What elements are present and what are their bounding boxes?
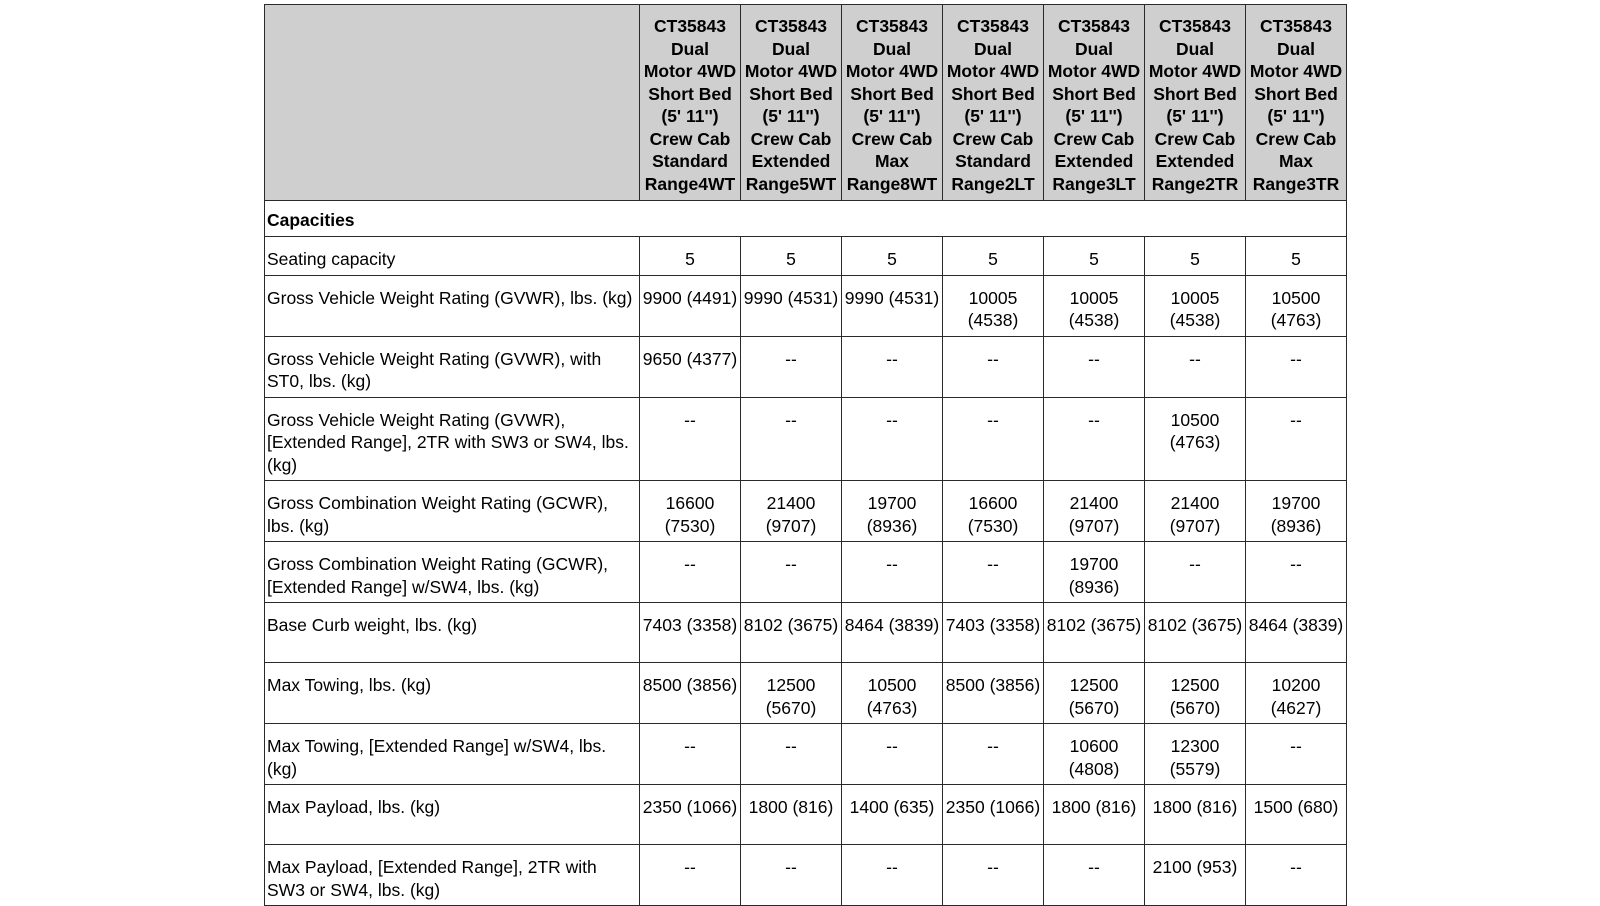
cell-value: -- bbox=[1145, 336, 1246, 397]
cell-value: 10500 (4763) bbox=[1246, 275, 1347, 336]
cell-value: -- bbox=[1246, 724, 1347, 785]
cell-value: 7403 (3358) bbox=[943, 603, 1044, 663]
header-corner-cell bbox=[265, 5, 640, 201]
cell-value: -- bbox=[1246, 542, 1347, 603]
cell-value: -- bbox=[943, 542, 1044, 603]
cell-value: -- bbox=[943, 397, 1044, 481]
cell-value: 8102 (3675) bbox=[1145, 603, 1246, 663]
section-title: Capacities bbox=[265, 201, 1347, 237]
cell-value: 21400 (9707) bbox=[1044, 481, 1145, 542]
table-row bbox=[265, 275, 1347, 336]
cell-value: 5 bbox=[640, 237, 741, 276]
column-header: CT35843 Dual Motor 4WD Short Bed (5' 11'') Crew Cab Extended Range2TR bbox=[1145, 5, 1246, 201]
row-label: Seating capacity bbox=[265, 237, 640, 276]
cell-value: -- bbox=[741, 724, 842, 785]
cell-value: 2350 (1066) bbox=[943, 785, 1044, 845]
cell-value: -- bbox=[943, 845, 1044, 906]
cell-value: 8102 (3675) bbox=[1044, 603, 1145, 663]
table-row bbox=[265, 237, 1347, 276]
cell-value: 8500 (3856) bbox=[943, 663, 1044, 724]
cell-value: -- bbox=[1044, 397, 1145, 481]
column-header: CT35843 Dual Motor 4WD Short Bed (5' 11'') Crew Cab Extended Range3LT bbox=[1044, 5, 1145, 201]
cell-value: 8464 (3839) bbox=[1246, 603, 1347, 663]
cell-value: 1400 (635) bbox=[842, 785, 943, 845]
row-label: Max Payload, [Extended Range], 2TR with SW3 or SW4, lbs. (kg) bbox=[265, 845, 640, 906]
column-header: CT35843 Dual Motor 4WD Short Bed (5' 11'') Crew Cab Max Range3TR bbox=[1246, 5, 1347, 201]
cell-value: -- bbox=[943, 336, 1044, 397]
row-label: Gross Vehicle Weight Rating (GVWR), [Extended Range], 2TR with SW3 or SW4, lbs. (kg) bbox=[265, 397, 640, 481]
row-label: Base Curb weight, lbs. (kg) bbox=[265, 603, 640, 663]
cell-value: 2100 (953) bbox=[1145, 845, 1246, 906]
cell-value: -- bbox=[640, 845, 741, 906]
table-row bbox=[265, 724, 1347, 785]
column-header: CT35843 Dual Motor 4WD Short Bed (5' 11'') Crew Cab Standard Range4WT bbox=[640, 5, 741, 201]
row-label: Gross Vehicle Weight Rating (GVWR), with ST0, lbs. (kg) bbox=[265, 336, 640, 397]
cell-value: -- bbox=[842, 845, 943, 906]
cell-value: 5 bbox=[943, 237, 1044, 276]
cell-value: 9650 (4377) bbox=[640, 336, 741, 397]
column-header: CT35843 Dual Motor 4WD Short Bed (5' 11'') Crew Cab Max Range8WT bbox=[842, 5, 943, 201]
cell-value: 21400 (9707) bbox=[741, 481, 842, 542]
table-row bbox=[265, 845, 1347, 906]
capacities-table bbox=[264, 4, 1347, 906]
cell-value: 9990 (4531) bbox=[842, 275, 943, 336]
row-label: Max Towing, [Extended Range] w/SW4, lbs. (kg) bbox=[265, 724, 640, 785]
cell-value: -- bbox=[842, 397, 943, 481]
cell-value: 5 bbox=[1044, 237, 1145, 276]
cell-value: 16600 (7530) bbox=[640, 481, 741, 542]
cell-value: 10005 (4538) bbox=[943, 275, 1044, 336]
row-label: Max Towing, lbs. (kg) bbox=[265, 663, 640, 724]
cell-value: -- bbox=[1246, 397, 1347, 481]
spec-sheet bbox=[264, 4, 1347, 906]
cell-value: -- bbox=[1044, 845, 1145, 906]
cell-value: -- bbox=[741, 845, 842, 906]
cell-value: -- bbox=[640, 542, 741, 603]
cell-value: -- bbox=[842, 724, 943, 785]
cell-value: -- bbox=[842, 542, 943, 603]
cell-value: -- bbox=[1044, 336, 1145, 397]
cell-value: 19700 (8936) bbox=[1246, 481, 1347, 542]
cell-value: 16600 (7530) bbox=[943, 481, 1044, 542]
cell-value: 8102 (3675) bbox=[741, 603, 842, 663]
cell-value: 9900 (4491) bbox=[640, 275, 741, 336]
cell-value: -- bbox=[943, 724, 1044, 785]
table-row bbox=[265, 336, 1347, 397]
cell-value: 10005 (4538) bbox=[1145, 275, 1246, 336]
cell-value: -- bbox=[741, 542, 842, 603]
cell-value: -- bbox=[741, 397, 842, 481]
cell-value: 12500 (5670) bbox=[1145, 663, 1246, 724]
cell-value: 10500 (4763) bbox=[1145, 397, 1246, 481]
row-label: Max Payload, lbs. (kg) bbox=[265, 785, 640, 845]
cell-value: 21400 (9707) bbox=[1145, 481, 1246, 542]
cell-value: 5 bbox=[1145, 237, 1246, 276]
header-row bbox=[265, 5, 1347, 201]
cell-value: 10600 (4808) bbox=[1044, 724, 1145, 785]
cell-value: 1800 (816) bbox=[1145, 785, 1246, 845]
cell-value: -- bbox=[741, 336, 842, 397]
cell-value: 12500 (5670) bbox=[741, 663, 842, 724]
cell-value: 12300 (5579) bbox=[1145, 724, 1246, 785]
cell-value: 5 bbox=[842, 237, 943, 276]
table-row bbox=[265, 542, 1347, 603]
cell-value: -- bbox=[1246, 845, 1347, 906]
cell-value: 8464 (3839) bbox=[842, 603, 943, 663]
cell-value: 8500 (3856) bbox=[640, 663, 741, 724]
row-label: Gross Combination Weight Rating (GCWR), lbs. (kg) bbox=[265, 481, 640, 542]
cell-value: -- bbox=[842, 336, 943, 397]
row-label: Gross Combination Weight Rating (GCWR), [Extended Range] w/SW4, lbs. (kg) bbox=[265, 542, 640, 603]
row-label: Gross Vehicle Weight Rating (GVWR), lbs. (kg) bbox=[265, 275, 640, 336]
cell-value: 1800 (816) bbox=[741, 785, 842, 845]
cell-value: 9990 (4531) bbox=[741, 275, 842, 336]
cell-value: 19700 (8936) bbox=[1044, 542, 1145, 603]
cell-value: 19700 (8936) bbox=[842, 481, 943, 542]
table-row bbox=[265, 785, 1347, 845]
column-header: CT35843 Dual Motor 4WD Short Bed (5' 11'') Crew Cab Extended Range5WT bbox=[741, 5, 842, 201]
cell-value: 1500 (680) bbox=[1246, 785, 1347, 845]
cell-value: 10005 (4538) bbox=[1044, 275, 1145, 336]
cell-value: 5 bbox=[741, 237, 842, 276]
cell-value: 7403 (3358) bbox=[640, 603, 741, 663]
cell-value: 10200 (4627) bbox=[1246, 663, 1347, 724]
cell-value: -- bbox=[1145, 542, 1246, 603]
cell-value: 12500 (5670) bbox=[1044, 663, 1145, 724]
cell-value: 1800 (816) bbox=[1044, 785, 1145, 845]
cell-value: -- bbox=[640, 397, 741, 481]
table-row bbox=[265, 603, 1347, 663]
cell-value: 10500 (4763) bbox=[842, 663, 943, 724]
table-row bbox=[265, 663, 1347, 724]
cell-value: 2350 (1066) bbox=[640, 785, 741, 845]
section-row bbox=[265, 201, 1347, 237]
table-row bbox=[265, 397, 1347, 481]
column-header: CT35843 Dual Motor 4WD Short Bed (5' 11'') Crew Cab Standard Range2LT bbox=[943, 5, 1044, 201]
cell-value: 5 bbox=[1246, 237, 1347, 276]
cell-value: -- bbox=[640, 724, 741, 785]
cell-value: -- bbox=[1246, 336, 1347, 397]
table-row bbox=[265, 481, 1347, 542]
